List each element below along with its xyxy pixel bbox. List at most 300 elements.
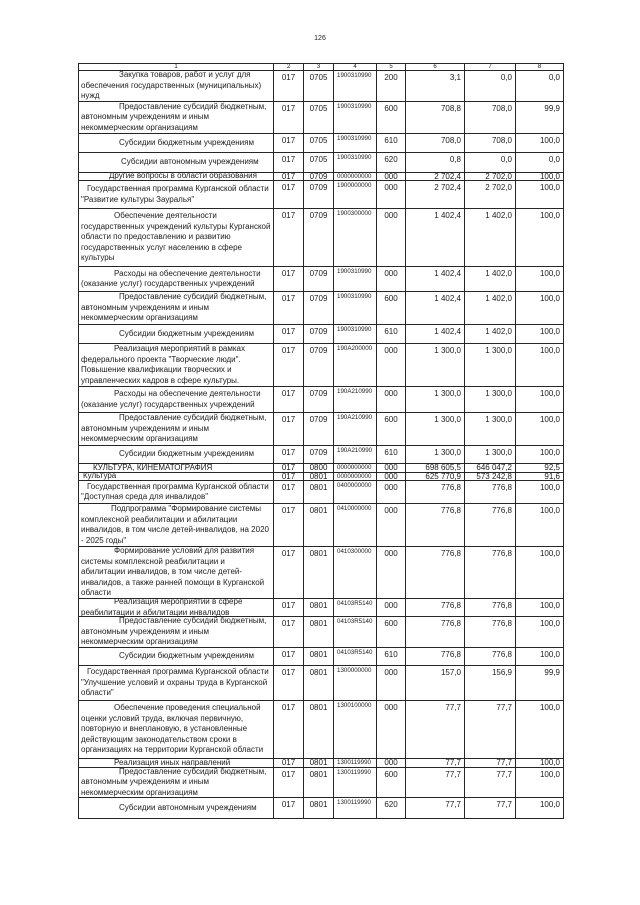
cell-expense-type-value: 000 [384,346,398,355]
row-description-text: Обеспечение проведения специальной оценки условий труда, включая первичную, повторную и внеплановую, в установленные действующим законодательством сроки в организациях на территории Курганской области [81,703,264,755]
description-box [79,798,273,818]
cell-percent-value: 0,0 [548,155,560,164]
cell-section-code-value: 0709 [309,183,328,192]
table-row [79,209,564,267]
table-row [79,292,564,325]
cell-section-code [304,648,334,666]
cell-target-code [334,267,377,292]
cell-dept-code [274,759,304,768]
cell-executed-value: 1 300,0 [485,389,512,398]
cell-planned-value: 77,7 [445,770,461,779]
cell-expense-type-value: 620 [384,800,398,809]
cell-planned-value: 708,0 [440,136,461,145]
cell-planned [406,464,465,473]
cell-planned [406,446,465,464]
table-row [79,617,564,648]
cell-dept-code [274,102,304,134]
cell-percent-value: 100,0 [539,173,560,180]
cell-expense-type-value: 000 [384,506,398,515]
cell-target-code [334,481,377,504]
cell-target-code [334,798,377,819]
cell-planned-value: 77,7 [445,800,461,809]
cell-expense-type-value: 610 [384,327,398,336]
cell-percent [516,413,564,446]
cell-planned [406,344,465,387]
cell-target-code-value: 1900000000 [337,182,372,189]
cell-section-code-value: 0801 [309,506,328,515]
cell-percent [516,292,564,325]
cell-target-code [334,292,377,325]
header-cell [465,64,516,71]
cell-planned [406,102,465,134]
cell-planned [406,547,465,599]
cell-executed-value: 1 300,0 [485,415,512,424]
cell-dept-code-value: 017 [281,759,296,767]
row-description-text: Обеспечение деятельности государственных учреждений культуры Курганской области по предоставлению и развитию государственных услуг населению в сфере культуры [81,211,271,263]
cell-executed [465,413,516,446]
cell-description [79,292,274,325]
cell-percent [516,102,564,134]
cell-dept-code-value: 017 [281,800,296,809]
table-row [79,504,564,547]
cell-dept-code-value: 017 [281,770,296,779]
cell-description [79,481,274,504]
cell-planned-value: 776,8 [440,549,461,558]
cell-target-code-value: 04103R5140 [337,600,373,607]
cell-description [79,173,274,181]
cell-expense-type-value: 610 [384,136,398,145]
description-box [79,768,273,797]
cell-target-code [334,666,377,701]
cell-percent [516,344,564,387]
description-box [79,344,273,386]
cell-executed-value: 1 402,0 [485,211,512,220]
cell-expense-type [377,666,406,701]
cell-expense-type-value: 000 [384,269,398,278]
cell-planned [406,768,465,798]
cell-dept-code [274,481,304,504]
description-box [79,267,273,291]
row-description-text: Государственная программа Курганской области "Доступная среда для инвалидов" [81,481,269,501]
cell-expense-type [377,446,406,464]
cell-planned [406,134,465,153]
description-box [79,134,273,152]
cell-target-code [334,473,377,481]
cell-dept-code-value: 017 [281,506,296,515]
cell-executed-value: 1 402,0 [485,269,512,278]
cell-percent-value: 100,0 [539,415,560,424]
cell-percent-value: 100,0 [539,269,560,278]
row-description-text: Государственная программа Курганской области "Улучшение условий и охраны труда в Курганской области" [81,667,269,698]
cell-expense-type-value: 000 [384,759,398,767]
cell-target-code [334,181,377,209]
cell-target-code [334,599,377,617]
cell-percent [516,325,564,344]
cell-description [79,413,274,446]
cell-executed-value: 1 300,0 [485,448,512,457]
cell-executed-value: 1 300,0 [485,346,512,355]
cell-section-code-value: 0801 [309,759,328,767]
cell-executed-value: 776,8 [491,601,512,610]
cell-description [79,473,274,481]
cell-percent-value: 100,0 [539,619,560,628]
cell-description [79,267,274,292]
cell-percent [516,134,564,153]
cell-executed [465,666,516,701]
description-box [79,387,273,412]
cell-planned-value: 1 402,4 [434,327,461,336]
cell-section-code [304,768,334,798]
header-label: 3 [316,64,321,70]
cell-expense-type [377,648,406,666]
cell-percent [516,181,564,209]
cell-planned [406,666,465,701]
cell-section-code-value: 0705 [309,73,328,82]
cell-percent-value: 100,0 [539,549,560,558]
cell-target-code [334,71,377,102]
cell-description [79,464,274,473]
cell-expense-type [377,798,406,819]
cell-planned [406,153,465,173]
cell-dept-code-value: 017 [281,211,296,220]
table-row [79,481,564,504]
row-description-text: Другие вопросы в области образования [109,173,257,180]
cell-dept-code [274,153,304,173]
cell-executed [465,464,516,473]
description-box [79,701,273,758]
description-box [79,173,273,180]
cell-section-code-value: 0709 [309,415,328,424]
header-cell [79,64,274,71]
cell-dept-code [274,292,304,325]
cell-section-code-value: 0709 [309,327,328,336]
cell-target-code [334,325,377,344]
cell-expense-type [377,473,406,481]
cell-expense-type-value: 000 [384,473,398,480]
table-row [79,134,564,153]
cell-section-code [304,701,334,759]
cell-planned-value: 1 300,0 [434,389,461,398]
cell-dept-code [274,701,304,759]
cell-section-code-value: 0801 [309,619,328,628]
header-label: 8 [537,64,542,70]
table-row [79,325,564,344]
cell-dept-code [274,504,304,547]
cell-percent-value: 91,6 [544,473,560,480]
cell-section-code [304,292,334,325]
cell-expense-type [377,504,406,547]
cell-dept-code [274,617,304,648]
cell-dept-code [274,648,304,666]
cell-description [79,71,274,102]
cell-target-code-value: 04103R5140 [337,618,373,625]
description-box [79,325,273,343]
cell-expense-type [377,599,406,617]
table-row [79,387,564,413]
cell-planned [406,701,465,759]
header-cell [334,64,377,71]
cell-executed [465,209,516,267]
description-box [79,599,273,616]
cell-section-code [304,504,334,547]
cell-expense-type-value: 600 [384,770,398,779]
cell-dept-code-value: 017 [281,327,296,336]
cell-section-code [304,102,334,134]
cell-target-code [334,387,377,413]
cell-target-code-value: 1300000000 [337,667,372,674]
row-description-text: Реализация мероприятий в сфере реабилитации и абилитации инвалидов [81,599,243,616]
cell-executed-value: 2 702,0 [485,183,512,192]
cell-section-code [304,325,334,344]
header-cell [377,64,406,71]
cell-percent-value: 0,0 [548,73,560,82]
cell-description [79,759,274,768]
table-row [79,71,564,102]
cell-expense-type-value: 600 [384,104,398,113]
header-cell [516,64,564,71]
cell-executed [465,102,516,134]
cell-dept-code-value: 017 [281,601,296,610]
description-box [79,481,273,503]
cell-target-code [334,648,377,666]
cell-expense-type-value: 000 [384,549,398,558]
cell-planned-value: 1 402,4 [434,269,461,278]
cell-percent [516,446,564,464]
table-row [79,768,564,798]
row-description-text: Предоставление субсидий бюджетным, автономным учреждениям и иным некоммерческим организациям [81,413,267,444]
cell-dept-code [274,267,304,292]
cell-target-code-value: 1900310990 [337,135,372,142]
cell-section-code-value: 0801 [309,483,328,492]
cell-description [79,599,274,617]
row-description-text: Реализация мероприятий в рамках федерального проекта "Творческие люди". Повышение квалификации творческих и управленческих кадров в сфере культуры. [81,344,245,385]
row-description-text: Субсидии бюджетным учреждениям [119,137,254,147]
table-row [79,344,564,387]
cell-expense-type [377,267,406,292]
cell-expense-type [377,292,406,325]
cell-expense-type [377,209,406,267]
cell-target-code-value: 0410300000 [337,548,372,555]
cell-dept-code [274,446,304,464]
cell-dept-code [274,134,304,153]
description-box [79,153,273,172]
cell-planned-value: 77,7 [445,703,461,712]
cell-executed-value: 0,0 [500,73,512,82]
cell-executed-value: 77,7 [496,800,512,809]
cell-description [79,768,274,798]
cell-planned [406,387,465,413]
cell-percent [516,599,564,617]
cell-percent-value: 100,0 [539,294,560,303]
cell-section-code [304,481,334,504]
cell-planned-value: 1 402,4 [434,294,461,303]
header-cell [304,64,334,71]
cell-percent-value: 100,0 [539,183,560,192]
cell-expense-type-value: 610 [384,448,398,457]
cell-section-code [304,344,334,387]
row-description-text: Реализация иных направлений [114,759,231,767]
cell-section-code-value: 0801 [309,473,328,480]
cell-target-code-value: 0000000000 [337,464,372,471]
cell-percent [516,153,564,173]
cell-section-code [304,387,334,413]
cell-executed [465,267,516,292]
cell-executed-value: 0,0 [500,155,512,164]
cell-executed [465,71,516,102]
cell-target-code-value: 1900300000 [337,210,372,217]
cell-section-code-value: 0709 [309,346,328,355]
cell-expense-type [377,134,406,153]
cell-executed [465,481,516,504]
description-box [79,648,273,665]
cell-expense-type-value: 000 [384,483,398,492]
cell-executed-value: 776,8 [491,483,512,492]
cell-planned-value: 77,7 [445,759,461,767]
cell-percent [516,504,564,547]
cell-planned-value: 1 300,0 [434,448,461,457]
table-row [79,102,564,134]
cell-executed [465,768,516,798]
cell-section-code-value: 0801 [309,668,328,677]
cell-dept-code [274,473,304,481]
cell-description [79,181,274,209]
cell-planned-value: 157,0 [440,668,461,677]
row-description-text: Расходы на обеспечение деятельности (оказание услуг) государственных учреждений [81,389,261,409]
cell-percent [516,464,564,473]
table-row [79,446,564,464]
cell-executed [465,648,516,666]
description-box [79,464,273,472]
cell-section-code-value: 0709 [309,294,328,303]
header-label: 6 [433,64,437,70]
header-row [79,64,564,71]
cell-planned-value: 776,8 [440,619,461,628]
cell-section-code-value: 0705 [309,104,328,113]
cell-planned-value: 1 300,0 [434,346,461,355]
cell-dept-code [274,209,304,267]
cell-expense-type [377,181,406,209]
cell-dept-code-value: 017 [281,703,296,712]
cell-section-code-value: 0709 [309,211,328,220]
cell-executed [465,325,516,344]
cell-executed-value: 776,8 [491,619,512,628]
cell-target-code [334,209,377,267]
cell-percent-value: 100,0 [539,759,560,767]
cell-executed-value: 77,7 [496,703,512,712]
row-description-text: Субсидии бюджетным учреждениям [119,651,254,661]
cell-dept-code-value: 017 [281,136,296,145]
description-box [79,71,273,101]
row-description-text: КУЛЬТУРА, КИНЕМАТОГРАФИЯ [93,464,213,472]
description-box [79,547,273,598]
cell-expense-type-value: 000 [384,211,398,220]
cell-section-code-value: 0705 [309,136,328,145]
cell-planned [406,504,465,547]
cell-description [79,209,274,267]
cell-dept-code [274,666,304,701]
cell-target-code [334,153,377,173]
header-label: 2 [286,64,291,70]
row-description-text: Субсидии бюджетным учреждениям [119,449,254,459]
cell-percent [516,798,564,819]
cell-expense-type [377,102,406,134]
cell-dept-code-value: 017 [281,173,296,180]
cell-planned [406,413,465,446]
row-description-text: Закупка товаров, работ и услуг для обеспечения государственных (муниципальных) нужд [81,71,262,101]
cell-target-code-value: 1300119990 [337,759,371,766]
cell-executed [465,344,516,387]
cell-executed [465,701,516,759]
cell-expense-type-value: 600 [384,619,398,628]
cell-executed [465,504,516,547]
row-description-text: Субсидии автономным учреждениям [119,802,257,812]
cell-percent-value: 100,0 [539,800,560,809]
budget-table [78,63,564,819]
header-label: 5 [389,64,393,70]
cell-executed-value: 156,9 [491,668,512,677]
cell-executed [465,759,516,768]
row-description-text: Подпрограмма "Формирование системы комплексной реабилитации и абилитации инвалидов, в том числе детей-инвалидов, на 2020 - 2025 годы" [81,504,269,545]
cell-percent [516,648,564,666]
cell-percent-value: 100,0 [539,211,560,220]
description-box [79,666,273,700]
cell-target-code [334,464,377,473]
header-cell [406,64,465,71]
cell-dept-code-value: 017 [281,269,296,278]
cell-target-code-value: 1900310990 [337,293,372,300]
cell-description [79,102,274,134]
cell-percent-value: 100,0 [539,346,560,355]
cell-planned [406,267,465,292]
cell-dept-code-value: 017 [281,619,296,628]
cell-target-code-value: 1900310990 [337,103,372,110]
row-description-text: Субсидии бюджетным учреждениям [119,328,254,338]
cell-section-code [304,617,334,648]
cell-dept-code-value: 017 [281,389,296,398]
cell-percent [516,759,564,768]
header-label: 7 [488,64,492,70]
description-box [79,759,273,767]
cell-target-code [334,768,377,798]
cell-planned-value: 0,8 [449,155,461,164]
description-box [79,617,273,647]
header-cell [274,64,304,71]
cell-description [79,617,274,648]
cell-planned [406,209,465,267]
row-description-text: Культура [83,473,117,480]
cell-target-code [334,173,377,181]
cell-section-code-value: 0709 [309,448,328,457]
cell-percent-value: 100,0 [539,483,560,492]
cell-percent [516,481,564,504]
cell-planned [406,617,465,648]
cell-expense-type-value: 000 [384,183,398,192]
cell-expense-type [377,464,406,473]
table-row [79,666,564,701]
cell-description [79,798,274,819]
table-row [79,153,564,173]
cell-percent-value: 99,9 [544,668,560,677]
cell-section-code-value: 0801 [309,770,328,779]
cell-section-code-value: 0801 [309,601,328,610]
cell-expense-type-value: 000 [384,703,398,712]
cell-section-code [304,209,334,267]
table-row [79,648,564,666]
description-box [79,413,273,445]
row-description-text: Предоставление субсидий бюджетным, автономным учреждениям и иным некоммерческим организациям [81,617,267,647]
row-description-text: Предоставление субсидий бюджетным, автономным учреждениям и иным некоммерческим организациям [81,102,267,132]
cell-dept-code-value: 017 [281,346,296,355]
